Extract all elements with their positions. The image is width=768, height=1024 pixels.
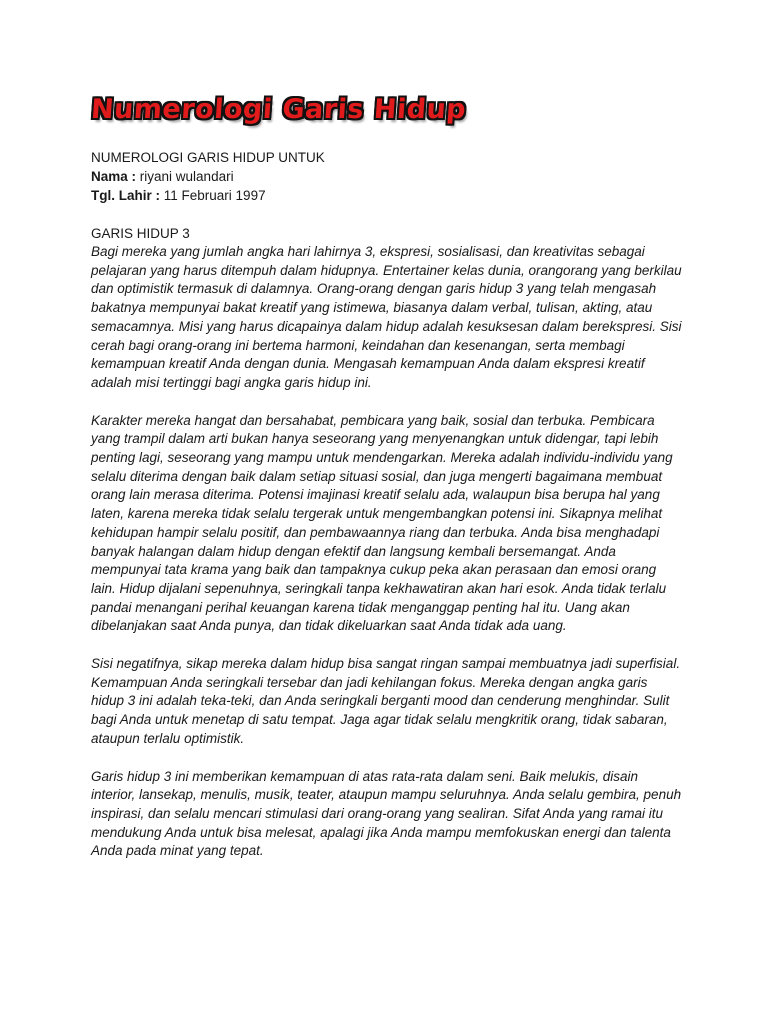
name-row <box>91 167 682 186</box>
dob-row <box>91 186 682 205</box>
name-value: riyani wulandari <box>139 169 234 184</box>
paragraph-2: Karakter mereka hangat dan bersahabat, pembicara yang baik, sosial dan terbuka. Pembicara yang trampil dalam arti bukan hanya seseorang yang menyenangkan untuk didengar, tapi lebih penting lagi, seseorang yang mampu untuk mendengarkan. Mereka adalah individu-individu yang selalu diterima dengan baik dalam setiap situasi sosial, dan juga mengerti bagaimana membuat orang lain merasa diterima. Potensi imajinasi kreatif selalu ada, walaupun bisa berupa hal yang laten, karena mereka tidak selalu tergerak untuk mengembangkan potensi ini. Sikapnya melihat kehidupan hampir selalu positif, dan pembawaannya riang dan terbuka. Anda bisa menghadapi banyak halangan dalam hidup dengan efektif dan langsung kembali bersemangat. Anda mempunyai tata krama yang baik dan tampaknya cukup peka akan perasaan dan emosi orang lain. Hidup dijalani sepenuhnya, seringkali tanpa kekhawatiran akan hari esok. Anda tidak terlalu pandai menangani perihal keuangan karena tidak menganggap penting hal itu. Uang akan dibelanjakan saat Anda punya, dan tidak dikeluarkan saat Anda tidak ada uang. <box>91 412 673 634</box>
paragraph-4: Garis hidup 3 ini memberikan kemampuan di atas rata-rata dalam seni. Baik melukis, disain interior, lansekap, menulis, musik, teater, ataupun mampu seluruhnya. Anda selalu gembira, penuh inspirasi, dan selalu mencari stimulasi dari orang-orang yang sealiran. Sifat Anda yang ramai itu mendukung Anda untuk bisa melesat, apalagi jika Anda mampu memfokuskan energi dan talenta Anda pada minat yang tepat. <box>91 768 682 859</box>
name-label: Nama : <box>91 169 137 184</box>
dob-value: 11 Februari 1997 <box>163 188 266 203</box>
paragraph-1: Bagi mereka yang jumlah angka hari lahirnya 3, ekspresi, sosialisasi, dan kreativitas sebagai pelajaran yang harus ditempuh dalam hidupnya. Entertainer kelas dunia, orangorang yang berkilau dan optimistik termasuk di dalamnya. Orang-orang dengan garis hidup 3 yang telah mengasah bakatnya mempunyai bakat kreatif yang istimewa, biasanya dalam verbal, tulisan, akting, atau semacamnya. Misi yang harus dicapainya dalam hidup adalah kesuksesan dalam berekspresi. Sisi cerah bagi orang-orang ini bertema harmoni, keindahan dan kesenangan, serta membagi kemampuan kreatif Anda dengan dunia. Mengasah kemampuan Anda dalam ekspresi kreatif adalah misi tertinggi bagi angka garis hidup ini. <box>91 244 682 390</box>
heading: NUMEROLOGI GARIS HIDUP UNTUK <box>91 150 325 165</box>
title-logo: Numerologi Garis Hidup <box>89 94 468 125</box>
dob-label: Tgl. Lahir : <box>91 188 160 203</box>
paragraph-3: Sisi negatifnya, sikap mereka dalam hidup bisa sangat ringan sampai membuatnya jadi superfisial. Kemampuan Anda seringkali tersebar dan jadi kehilangan fokus. Mereka dengan angka garis hidup 3 ini adalah teka-teki, dan Anda seringkali berganti mood dan cenderung menghindar. Sulit bagi Anda untuk menetap di satu tempat. Jaga agar tidak selalu mengkritik orang, tidak sabaran, ataupun terlalu optimistik. <box>91 656 681 746</box>
section-title: GARIS HIDUP 3 <box>91 226 190 241</box>
logo-container <box>91 92 682 132</box>
